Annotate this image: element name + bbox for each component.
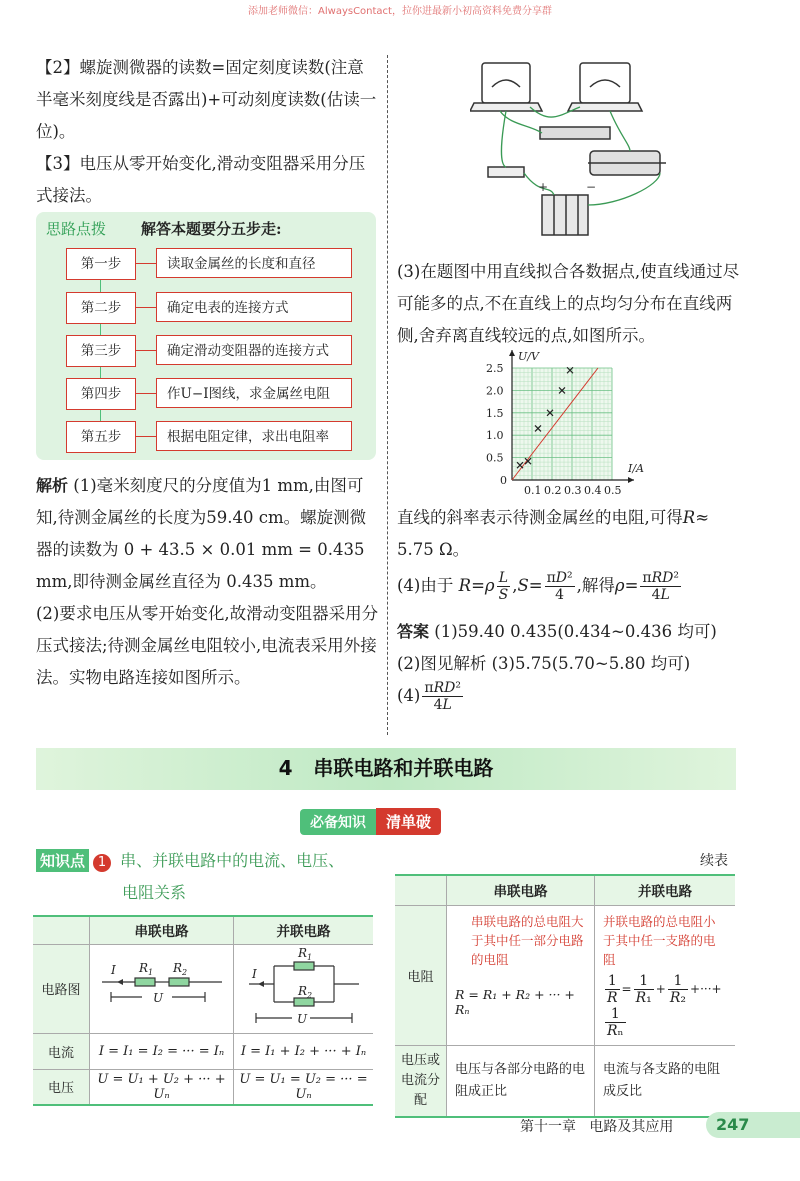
chart-y-tick-label: 1.5 [486,406,504,420]
slope-line: 直线的斜率表示待测金属丝的电阻,可得R≈ 5.75 Ω。 [397,508,710,559]
section-badge [300,808,441,834]
analysis-text-1: (1)毫米刻度尺的分度值为1 mm,由图可知,待测金属丝的长度为59.40 cm。螺旋测微器的读数为 0 + 43.5 × 0.01 mm = 0.435 mm,即待测金属丝直径为 0.435 mm。 [36,476,367,591]
step-4-desc: 作U−I图线，求金属丝电阻 [156,378,352,408]
left-paragraph-3: 【3】电压从零开始变化,滑动变阻器采用分压式接法。 [36,154,366,205]
chart-y-tick-label: 2.0 [486,384,504,398]
step-1-box: 第一步 [66,248,136,280]
table1-corner [33,916,90,944]
knowledge-title-1: 串、并联电路中的电流、电压、 [120,851,345,870]
chart-y-tick-label: 1.0 [486,429,504,443]
section-title [36,752,736,781]
section-number: 4 [278,756,293,780]
section-title-text: 串联电路和并联电路 [313,756,494,780]
column-divider [387,55,388,735]
answer-2: (2)图见解析 (3)5.75(5.70~5.80 均可) [397,654,691,673]
chart-x-tick-label: 0.3 [564,484,582,497]
left-paragraph-2: 【2】螺旋测微器的读数=固定刻度读数(注意半毫米刻度线是否露出)+可动刻度读数(估读一位)。 [36,58,377,141]
table2-cont-label: 续表 [700,853,728,869]
svg-text:+: + [538,180,549,194]
svg-text:I: I [110,962,116,977]
chart-x-arrow [628,477,634,483]
answer-label: 答案 [397,622,430,641]
chart-y-arrow [509,350,515,356]
circuit-apparatus-illustration [470,55,700,255]
answer-3-prefix: (4) [397,686,421,705]
chart-x-label: I/A [628,462,644,475]
chart-grid-bg [512,368,612,480]
parallel-resistance-note: 并联电路的总电阻小于其中任一支路的电阻 [603,913,716,967]
slope-value: 5.75 Ω。 [397,540,470,559]
svg-text:R2: $R_2$ [297,983,312,1000]
series-distribution: 电压与各部分电路的电阻成正比 [447,1045,595,1117]
step-3-box: 第三步 [66,335,136,367]
parallel-resistance-cell [595,905,736,1045]
formula-mid: ,解得 [576,576,615,595]
chart-x-tick-label: 0.1 [524,484,542,497]
parallel-resistance-formula: $\frac{1}{R}$ = $\frac{1}{\text{R₁}}$ + $\frac{1}{\text{R₂}}$ +···+ $\frac{1}{\text{Rₙ}}$ [607,972,722,1039]
badge-left: 必备知识 [300,809,376,835]
page-number-badge [706,1112,800,1138]
chart-y-label: U/V [518,350,539,363]
step-5-desc: 根据电阻定律，求出电阻率 [156,421,352,451]
answer-1: (1)59.40 0.435(0.434~0.436 均可) [434,622,717,641]
footer-title: 电路及其应用 [589,1119,674,1135]
table-1 [33,915,373,1106]
chart-y-tick-label: 2.5 [486,362,504,375]
table2-header-parallel: 并联电路 [595,875,736,905]
chart-x-tick-label: 0.5 [604,484,622,497]
table2-row-distribution-label: 电压或电流分配 [395,1045,447,1117]
table1-row-circuit-label: 电路图 [33,944,90,1033]
tips-box [36,212,376,460]
chart-x-tick-label: 0.4 [584,484,602,497]
step-5-box: 第五步 [66,421,136,453]
analysis-text-2: (2)要求电压从零开始变化,故滑动变阻器采用分压式接法;待测金属丝电阻较小,电流表采用外接法。实物电路连接如图所示。 [36,604,379,687]
chart-origin-label: 0 [500,474,507,487]
tips-label: 思路点拨 [46,220,107,238]
table1-row-current-label: 电流 [33,1033,90,1069]
svg-text:R2: $R_2$ [172,960,187,977]
knowledge-header [36,848,344,872]
tips-intro: 解答本题要分五步走: [141,220,282,238]
svg-text:−: − [586,180,597,194]
series-resistance-cell [447,905,595,1045]
slope-text: 直线的斜率表示待测金属丝的电阻,可得 [397,508,683,527]
knowledge-title-2: 电阻关系 [122,883,187,902]
table1-header-parallel: 并联电路 [234,916,373,944]
formula-line: (4)由于 R=ρ $\frac{L}{S}$ ,S= $\frac{\text{πD²}}{4}$ ,解得ρ= $\frac{\text{πRD²}}{4L}$ [397,570,680,603]
r-symbol: R [682,508,696,527]
analysis-block [36,470,380,598]
step-3-desc: 确定滑动变阻器的连接方式 [156,335,352,365]
knowledge-tag: 知识点 [36,849,89,872]
svg-text:U: U [296,1011,307,1026]
parallel-current-formula: I = I₁ + I₂ + ··· + Iₙ [234,1033,373,1069]
right-paragraph-3: (3)在题图中用直线拟合各数据点,使直线通过尽可能多的点,不在直线上的点均匀分布在直线两侧,舍弃离直线较远的点,如图所示。 [397,262,740,345]
footer [520,1116,673,1136]
series-resistance-formula: R = R₁ + R₂ + ··· + Rₙ [455,986,575,1017]
parallel-voltage-formula: U = U₁ = U₂ = ··· = Uₙ [234,1069,373,1105]
svg-text:R1: $R_1$ [297,945,312,962]
parallel-circuit-diagram [234,944,373,1033]
table2-corner [395,875,447,905]
step-1-desc: 读取金属丝的长度和直径 [156,248,352,278]
table1-header-series: 串联电路 [90,916,234,944]
step-2-box: 第二步 [66,292,136,324]
page-number: 247 [716,1115,750,1134]
footer-chapter: 第十一章 [520,1119,576,1135]
table-2 [395,874,735,1118]
svg-text:R1: $R_1$ [138,960,153,977]
svg-text:U: U [152,990,163,1005]
badge-right: 清单破 [376,808,441,835]
step-4-box: 第四步 [66,378,136,410]
series-resistance-note: 串联电路的总电阻大于其中任一部分电路的电阻 [471,913,584,967]
watermark: 添加老师微信：AlwaysContact，拉你进最新小初高资料免费分享群 [248,6,552,17]
series-current-formula: I = I₁ = I₂ = ··· = Iₙ [90,1033,234,1069]
series-voltage-formula: U = U₁ + U₂ + ··· + Uₙ [90,1069,234,1105]
table2-row-resistance-label: 电阻 [395,905,447,1045]
ui-chart [470,348,650,498]
table2-header-series: 串联电路 [447,875,595,905]
answer-block: 答案 (1)59.40 0.435(0.434~0.436 均可) (2)图见解析 (3)5.75(5.70~5.80 均可) (4) $\frac{\text{πRD²}}{4L}$ [397,622,717,713]
chart-y-tick-label: 0.5 [486,451,504,465]
knowledge-num: 1 [93,854,111,872]
chart-x-tick-label: 0.2 [544,484,562,497]
formula-prefix: (4)由于 [397,576,454,595]
svg-text:I: I [251,966,257,981]
step-2-desc: 确定电表的连接方式 [156,292,352,322]
series-circuit-diagram [90,944,234,1033]
analysis-label: 解析 [36,476,69,495]
parallel-distribution: 电流与各支路的电阻成反比 [595,1045,736,1117]
table1-row-voltage-label: 电压 [33,1069,90,1105]
